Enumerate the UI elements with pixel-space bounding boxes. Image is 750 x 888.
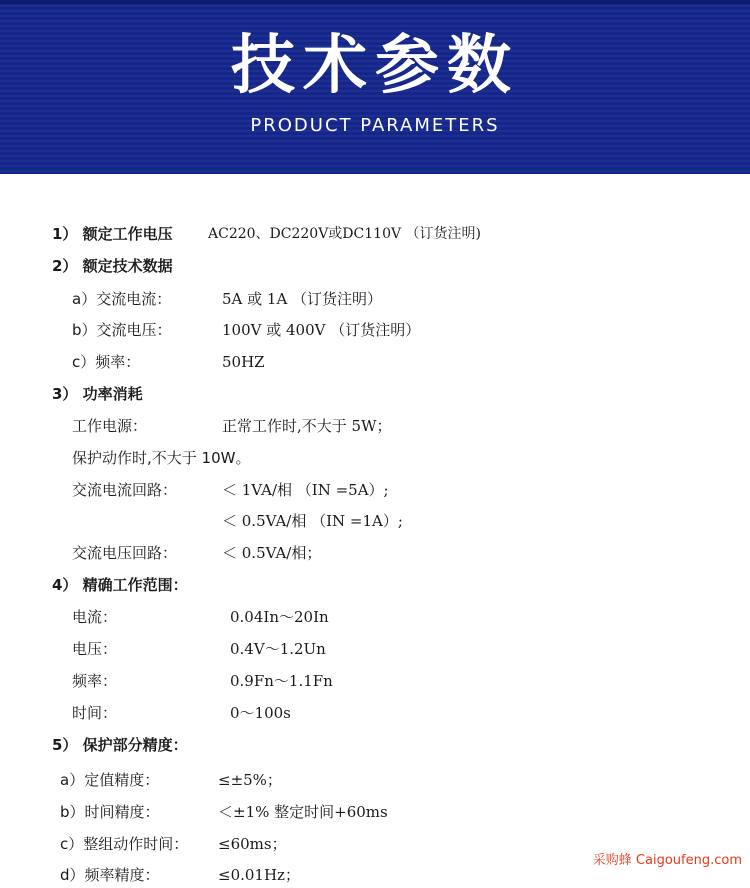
ac-voltage-loop-label: 交流电压回路： bbox=[72, 544, 178, 562]
range-time-value: 0～100s bbox=[230, 704, 291, 722]
range-current-label: 电流： bbox=[72, 608, 118, 626]
operate-time-label: c）整组动作时间： bbox=[60, 835, 189, 853]
section-3-row-acv bbox=[72, 540, 672, 566]
ac-voltage-loop-value: ＜ 0.5VA/相； bbox=[222, 544, 322, 562]
power-supply-label: 工作电源： bbox=[72, 417, 148, 435]
section-2-heading: 2） 额定技术数据 bbox=[52, 257, 173, 275]
setting-accuracy-label: a）定值精度： bbox=[60, 771, 160, 789]
section-5-row-a bbox=[60, 767, 680, 793]
section-2-row-b bbox=[72, 317, 672, 343]
time-accuracy-value: ＜±1% 整定时间+60ms bbox=[218, 803, 388, 821]
frequency-accuracy-value: ≤0.01Hz； bbox=[218, 866, 300, 884]
section-5-row-c bbox=[60, 831, 680, 857]
header-banner bbox=[0, 0, 750, 174]
range-voltage-label: 电压： bbox=[72, 640, 118, 658]
range-time-label: 时间： bbox=[72, 704, 118, 722]
section-4-row-current bbox=[72, 604, 672, 630]
frequency-value: 50HZ bbox=[222, 353, 265, 371]
ac-voltage-label: b）交流电压： bbox=[72, 321, 172, 339]
frequency-label: c）频率： bbox=[72, 353, 141, 371]
operate-time-value: ≤60ms； bbox=[218, 835, 287, 853]
section-2-row-a bbox=[72, 286, 672, 312]
section-5-row-b bbox=[60, 799, 680, 825]
time-accuracy-label: b）时间精度： bbox=[60, 803, 160, 821]
section-1 bbox=[52, 221, 652, 247]
section-3-row-acc bbox=[72, 477, 672, 503]
section-4-row-frequency bbox=[72, 668, 672, 694]
section-5-heading: 5） 保护部分精度： bbox=[52, 736, 188, 754]
page-title: 技术参数 bbox=[231, 29, 519, 103]
setting-accuracy-value: ≤±5%； bbox=[218, 771, 282, 789]
section-3-row-prot bbox=[72, 445, 672, 471]
section-4-heading: 4） 精确工作范围： bbox=[52, 576, 188, 594]
section-4-row-voltage bbox=[72, 636, 672, 662]
protection-action-text: 保护动作时,不大于 10W。 bbox=[72, 449, 251, 467]
ac-current-loop-value-1: ＜ 1VA/相 （IN =5A）; bbox=[222, 481, 389, 499]
range-voltage-value: 0.4V～1.2Un bbox=[230, 640, 326, 658]
ac-voltage-value: 100V 或 400V （订货注明） bbox=[222, 321, 421, 339]
ac-current-loop-value-2: ＜ 0.5VA/相 （IN =1A）; bbox=[222, 512, 403, 530]
ac-current-loop-label: 交流电流回路： bbox=[72, 481, 178, 499]
frequency-accuracy-label: d）频率精度： bbox=[60, 866, 160, 884]
section-4-row-time bbox=[72, 700, 672, 726]
banner-top-line bbox=[0, 0, 750, 4]
section-3-row-acc2 bbox=[72, 508, 672, 534]
section-1-value: AC220、DC220V或DC110V （订货注明) bbox=[208, 226, 481, 242]
range-frequency-value: 0.9Fn～1.1Fn bbox=[230, 672, 333, 690]
range-frequency-label: 频率： bbox=[72, 672, 118, 690]
watermark: 采购蜂 Caigoufeng.com bbox=[592, 853, 742, 868]
ac-current-value: 5A 或 1A （订货注明） bbox=[222, 290, 383, 308]
section-5-row-d bbox=[60, 862, 680, 888]
ac-current-label: a）交流电流： bbox=[72, 290, 172, 308]
page-subtitle: PRODUCT PARAMETERS bbox=[250, 115, 500, 136]
section-3-row-psu bbox=[72, 413, 672, 439]
section-3-heading: 3） 功率消耗 bbox=[52, 385, 143, 403]
section-2-row-c bbox=[72, 349, 672, 375]
power-supply-value: 正常工作时,不大于 5W； bbox=[222, 417, 392, 435]
range-current-value: 0.04In～20In bbox=[230, 608, 329, 626]
section-1-heading: 1） 额定工作电压 bbox=[52, 225, 173, 243]
